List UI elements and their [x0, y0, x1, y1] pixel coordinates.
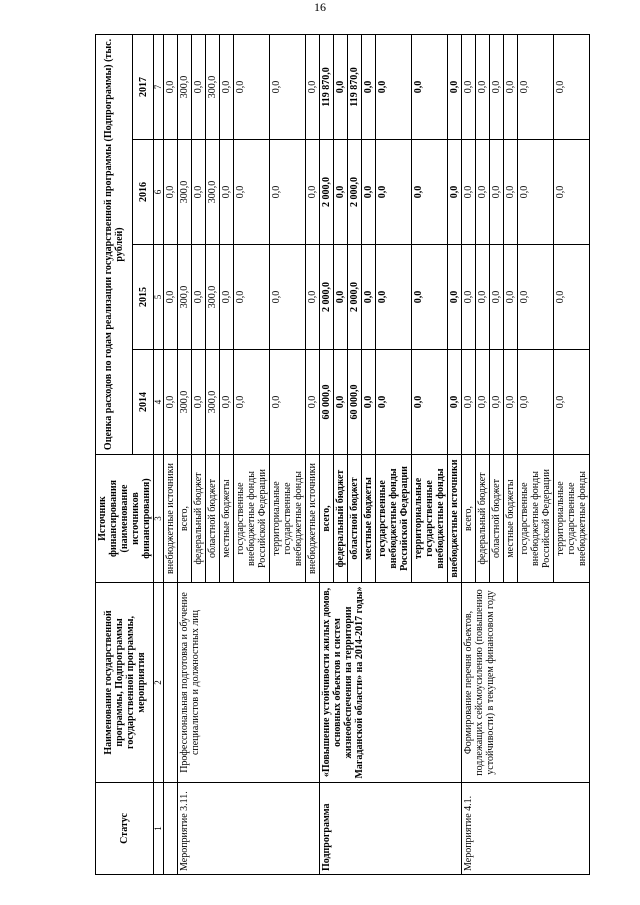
- amount-cell: 0,0: [462, 34, 476, 139]
- amount-cell: 0,0: [376, 245, 412, 350]
- funding-source-cell: местные бюджеты: [504, 455, 518, 583]
- funding-source-cell: внебюджетные источники: [306, 455, 320, 583]
- status-cell: Мероприятие 4.1.: [462, 783, 590, 875]
- amount-cell: 0,0: [362, 140, 376, 245]
- funding-source-cell: внебюджетные источники: [448, 455, 462, 583]
- funding-source-cell: местные бюджеты: [220, 455, 234, 583]
- amount-cell: 0,0: [270, 350, 306, 455]
- amount-cell: 0,0: [220, 350, 234, 455]
- amount-cell: 0,0: [192, 245, 206, 350]
- header-row: [96, 34, 133, 874]
- amount-cell: 0,0: [476, 350, 490, 455]
- amount-cell: 0,0: [234, 350, 270, 455]
- column-number: 6: [154, 140, 164, 245]
- table-row: [178, 34, 192, 874]
- amount-cell: 0,0: [412, 245, 448, 350]
- amount-cell: 0,0: [476, 34, 490, 139]
- amount-cell: 0,0: [270, 34, 306, 139]
- amount-cell: 0,0: [554, 350, 590, 455]
- amount-cell: 0,0: [476, 245, 490, 350]
- amount-cell: 0,0: [270, 140, 306, 245]
- amount-cell: 0,0: [518, 350, 554, 455]
- funding-source-cell: территориальные государственные внебюджетные фонды: [412, 455, 448, 583]
- header-year: 2014: [133, 350, 154, 455]
- amount-cell: 0,0: [334, 245, 348, 350]
- amount-cell: 0,0: [518, 245, 554, 350]
- amount-cell: 0,0: [234, 34, 270, 139]
- amount-cell: 2 000,0: [320, 245, 334, 350]
- amount-cell: 0,0: [504, 350, 518, 455]
- funding-source-cell: территориальные государственные внебюджетные фонды: [554, 455, 590, 583]
- header-year: 2016: [133, 140, 154, 245]
- amount-cell: 0,0: [554, 140, 590, 245]
- amount-cell: 0,0: [306, 140, 320, 245]
- funding-source-cell: областной бюджет: [348, 455, 362, 583]
- funding-source-cell: федеральный бюджет: [476, 455, 490, 583]
- amount-cell: 0,0: [504, 140, 518, 245]
- status-cell: [164, 783, 178, 875]
- header-status: Статус: [96, 783, 154, 875]
- amount-cell: 0,0: [164, 140, 178, 245]
- table-body: [164, 34, 590, 874]
- amount-cell: 0,0: [220, 34, 234, 139]
- financing-table: [95, 34, 590, 875]
- status-cell: Подпрограмма: [320, 783, 462, 875]
- amount-cell: 0,0: [220, 140, 234, 245]
- column-numbers-row: [154, 34, 164, 874]
- amount-cell: 0,0: [164, 350, 178, 455]
- amount-cell: 0,0: [462, 140, 476, 245]
- amount-cell: 0,0: [554, 245, 590, 350]
- funding-source-cell: всего,: [320, 455, 334, 583]
- amount-cell: 0,0: [490, 140, 504, 245]
- amount-cell: 0,0: [164, 34, 178, 139]
- funding-source-cell: внебюджетные источники: [164, 455, 178, 583]
- amount-cell: 300,0: [178, 245, 192, 350]
- header-year: 2017: [133, 34, 154, 139]
- column-number: 7: [154, 34, 164, 139]
- program-name-cell: «Повышение устойчивости жилых домов, основных объектов и систем жизнеобеспечения на территории Магаданской области» на 2014-2017 годы»: [320, 583, 462, 783]
- amount-cell: 0,0: [192, 34, 206, 139]
- amount-cell: 2 000,0: [320, 140, 334, 245]
- table-row: [320, 34, 334, 874]
- header-estimate: Оценка расходов по годам реализации государственной программы (Подпрограммы) (тыс. рублей): [96, 34, 133, 454]
- column-number: 1: [154, 783, 164, 875]
- column-number: 4: [154, 350, 164, 455]
- rotated-sheet: [95, 35, 588, 875]
- funding-source-cell: областной бюджет: [206, 455, 220, 583]
- amount-cell: 0,0: [270, 245, 306, 350]
- amount-cell: 0,0: [412, 34, 448, 139]
- amount-cell: 300,0: [178, 350, 192, 455]
- amount-cell: 60 000,0: [348, 350, 362, 455]
- amount-cell: 0,0: [306, 350, 320, 455]
- amount-cell: 0,0: [306, 245, 320, 350]
- funding-source-cell: государственные внебюджетные фонды Российской Федерации: [376, 455, 412, 583]
- amount-cell: 0,0: [490, 245, 504, 350]
- amount-cell: 0,0: [448, 350, 462, 455]
- landscape-table-container: [95, 35, 588, 875]
- amount-cell: 0,0: [490, 350, 504, 455]
- amount-cell: 0,0: [448, 34, 462, 139]
- amount-cell: 0,0: [334, 140, 348, 245]
- amount-cell: 0,0: [504, 245, 518, 350]
- funding-source-cell: федеральный бюджет: [334, 455, 348, 583]
- amount-cell: 2 000,0: [348, 140, 362, 245]
- amount-cell: 300,0: [206, 245, 220, 350]
- header-source: Источник финансирования (наименование источников финансирования): [96, 455, 154, 583]
- column-number: 3: [154, 455, 164, 583]
- funding-source-cell: государственные внебюджетные фонды Российской Федерации: [234, 455, 270, 583]
- amount-cell: 0,0: [192, 140, 206, 245]
- amount-cell: 0,0: [192, 350, 206, 455]
- header-name: Наименование государственной программы, Подпрограммы государственной программы, мероприятия: [96, 583, 154, 783]
- amount-cell: 300,0: [206, 34, 220, 139]
- amount-cell: 0,0: [476, 140, 490, 245]
- funding-source-cell: государственные внебюджетные фонды Российской Федерации: [518, 455, 554, 583]
- amount-cell: 0,0: [462, 245, 476, 350]
- amount-cell: 0,0: [462, 350, 476, 455]
- program-name-cell: [164, 583, 178, 783]
- amount-cell: 0,0: [362, 350, 376, 455]
- amount-cell: 0,0: [164, 245, 178, 350]
- page-number: 16: [314, 0, 326, 14]
- funding-source-cell: областной бюджет: [490, 455, 504, 583]
- amount-cell: 0,0: [234, 140, 270, 245]
- funding-source-cell: местные бюджеты: [362, 455, 376, 583]
- amount-cell: 300,0: [206, 140, 220, 245]
- amount-cell: 0,0: [362, 245, 376, 350]
- amount-cell: 0,0: [554, 34, 590, 139]
- amount-cell: 0,0: [518, 34, 554, 139]
- table-row: [462, 34, 476, 874]
- amount-cell: 119 870,0: [348, 34, 362, 139]
- funding-source-cell: территориальные государственные внебюджетные фонды: [270, 455, 306, 583]
- amount-cell: 0,0: [376, 140, 412, 245]
- status-cell: Мероприятие 3.11.: [178, 783, 320, 875]
- column-number: 5: [154, 245, 164, 350]
- amount-cell: 0,0: [306, 34, 320, 139]
- program-name-cell: Профессиональная подготовка и обучение специалистов и должностных лиц: [178, 583, 320, 783]
- amount-cell: 300,0: [178, 34, 192, 139]
- amount-cell: 0,0: [412, 140, 448, 245]
- amount-cell: 60 000,0: [320, 350, 334, 455]
- amount-cell: 0,0: [448, 140, 462, 245]
- amount-cell: 0,0: [376, 350, 412, 455]
- column-number: 2: [154, 583, 164, 783]
- amount-cell: 0,0: [376, 34, 412, 139]
- amount-cell: 0,0: [412, 350, 448, 455]
- amount-cell: 0,0: [334, 350, 348, 455]
- amount-cell: 300,0: [206, 350, 220, 455]
- amount-cell: 0,0: [448, 245, 462, 350]
- amount-cell: 0,0: [234, 245, 270, 350]
- amount-cell: 2 000,0: [348, 245, 362, 350]
- amount-cell: 0,0: [518, 140, 554, 245]
- table-row: [164, 34, 178, 874]
- funding-source-cell: федеральный бюджет: [192, 455, 206, 583]
- header-year: 2015: [133, 245, 154, 350]
- funding-source-cell: всего,: [178, 455, 192, 583]
- funding-source-cell: всего,: [462, 455, 476, 583]
- amount-cell: 119 870,0: [320, 34, 334, 139]
- amount-cell: 0,0: [220, 245, 234, 350]
- amount-cell: 0,0: [334, 34, 348, 139]
- amount-cell: 300,0: [178, 140, 192, 245]
- amount-cell: 0,0: [490, 34, 504, 139]
- program-name-cell: Формирование перечня объектов, подлежащих сейсмоусилению (повышению устойчивости) в текущем финансовом году: [462, 583, 590, 783]
- amount-cell: 0,0: [504, 34, 518, 139]
- amount-cell: 0,0: [362, 34, 376, 139]
